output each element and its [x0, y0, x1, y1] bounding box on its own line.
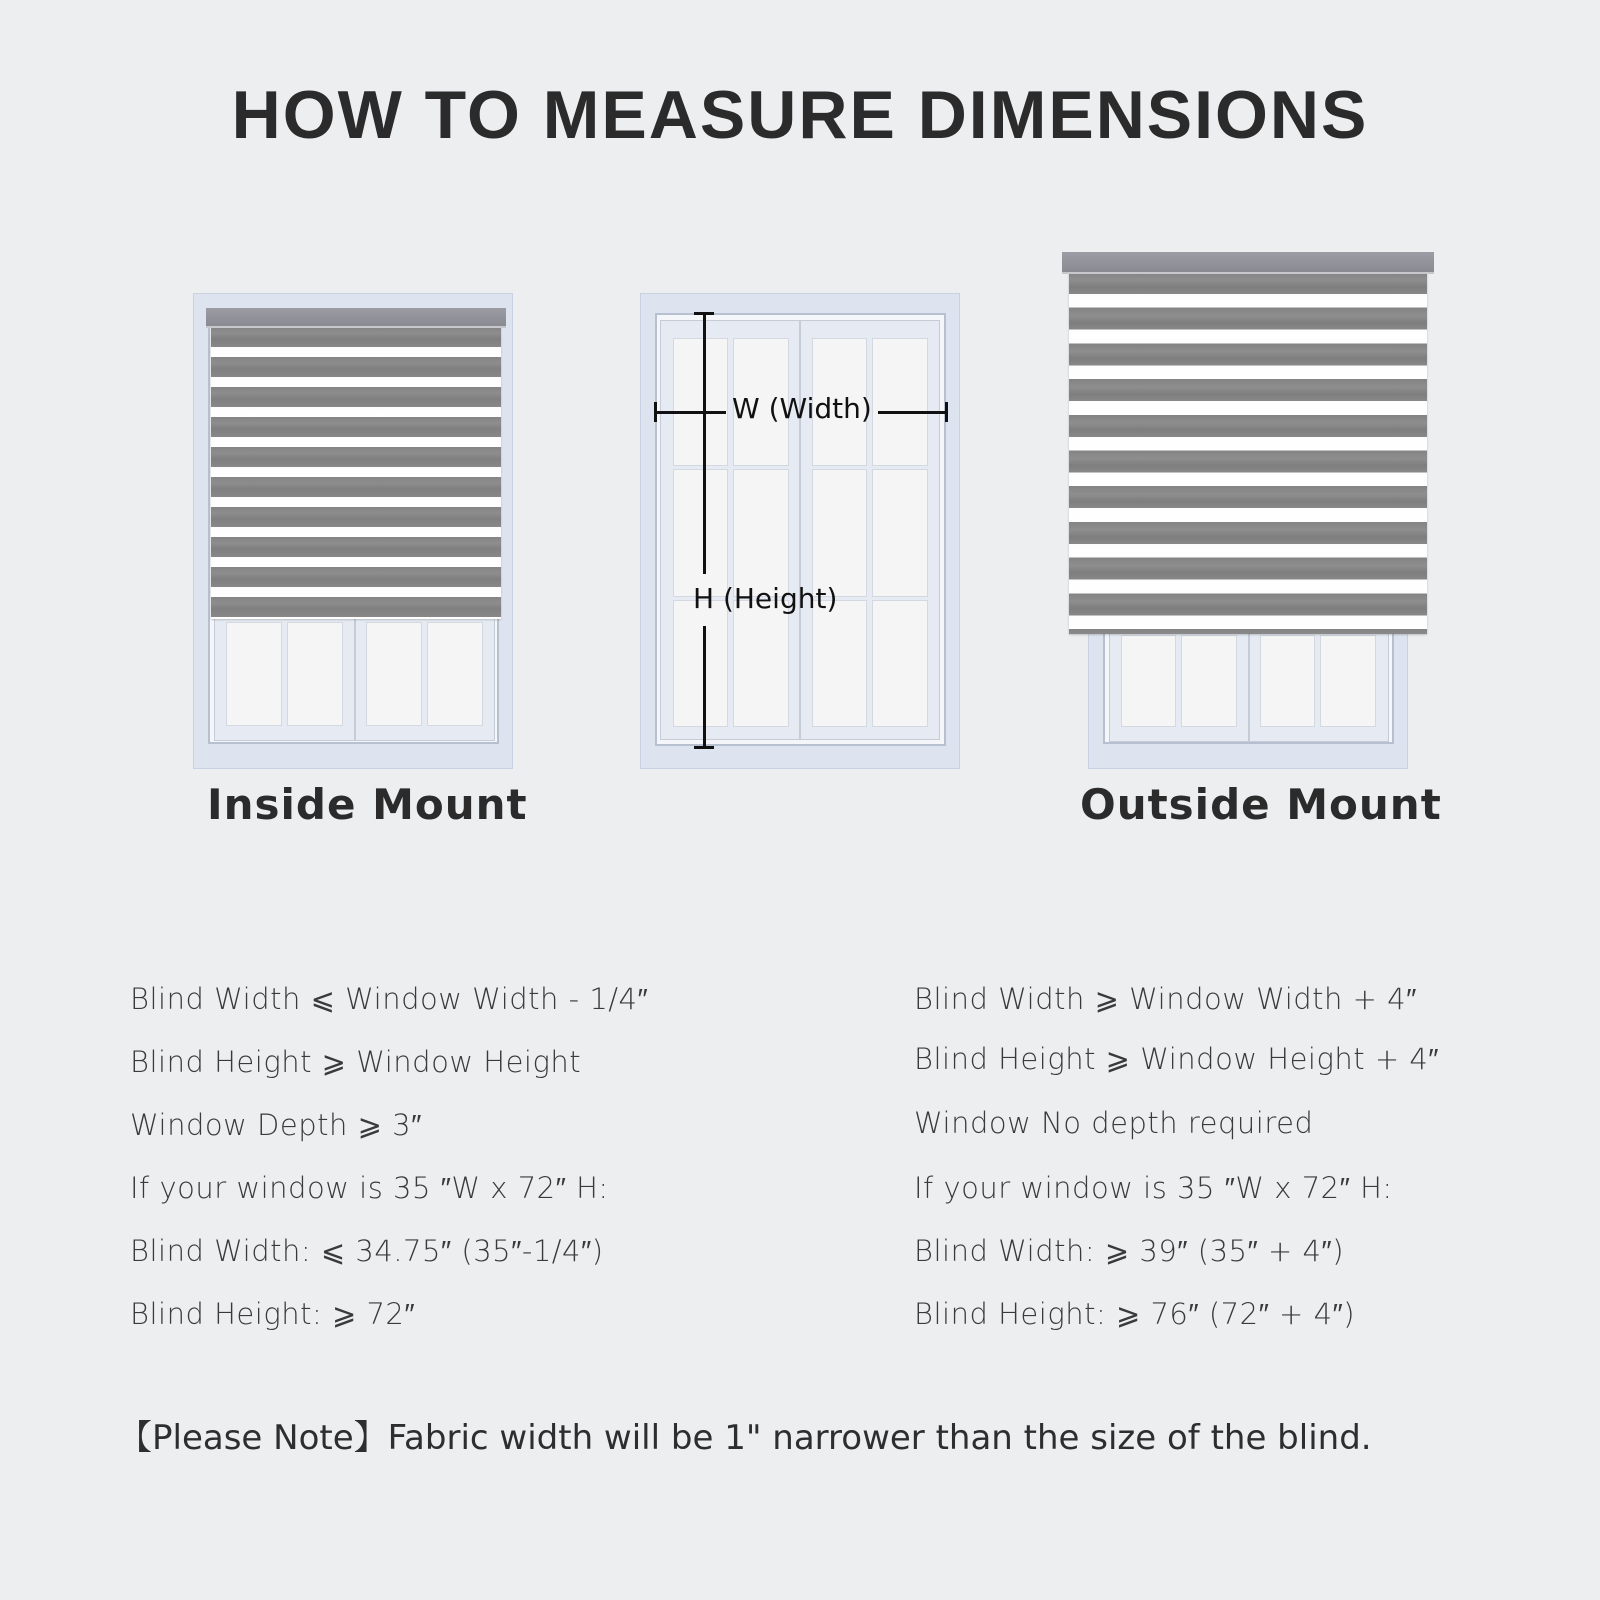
window-pane [872, 338, 928, 466]
rule-text: Blind Width ⩽ Window Width - 1/4″ [130, 982, 649, 1016]
height-arrow-end-bottom [694, 746, 714, 749]
window-pane [226, 622, 282, 726]
width-arrow-line-left [654, 411, 726, 414]
window-pane [812, 469, 867, 597]
rule-text: Window No depth required [914, 1106, 1314, 1140]
window-pane [673, 600, 728, 727]
width-arrow-end-right [945, 402, 948, 422]
rule-text: Blind Width: ⩽ 34.75″ (35″-1/4″) [130, 1234, 604, 1268]
window-pane [366, 622, 422, 726]
rule-text: Blind Width: ⩾ 39″ (35″ + 4″) [914, 1234, 1345, 1268]
rule-text: Blind Height ⩾ Window Height + 4″ [914, 1042, 1440, 1076]
rule-text: Blind Height: ⩾ 76″ (72″ + 4″) [914, 1297, 1356, 1331]
height-arrow-line-bottom [703, 626, 706, 748]
rule-text: Blind Width ⩾ Window Width + 4″ [914, 982, 1417, 1016]
inside-mount-caption: Inside Mount [207, 780, 528, 829]
zebra-blind [211, 327, 501, 619]
rule-text: Blind Height: ⩾ 72″ [130, 1297, 416, 1331]
window-pane [673, 469, 728, 597]
window-pane [673, 338, 728, 466]
height-label: H (Height) [693, 582, 838, 615]
zebra-blind [1069, 272, 1427, 634]
width-arrow-line-right [878, 411, 948, 414]
fabric-width-note: 【Please Note】Fabric width will be 1" narrower than the size of the blind. [118, 1418, 1372, 1458]
window-pane [872, 600, 928, 727]
window-pane [427, 622, 483, 726]
window-pane [1181, 635, 1237, 727]
height-arrow-line-top [703, 312, 706, 574]
blind-headrail [1062, 252, 1434, 274]
rule-text: Blind Height ⩾ Window Height [130, 1045, 582, 1079]
outside-mount-caption: Outside Mount [1080, 780, 1442, 829]
width-label: W (Width) [732, 392, 872, 425]
window-pane [1121, 635, 1176, 727]
window-pane [1320, 635, 1376, 727]
window-pane [812, 600, 867, 727]
window-pane [733, 469, 789, 597]
rule-text: If your window is 35 ″W x 72″ H: [914, 1171, 1393, 1205]
page-title: HOW TO MEASURE DIMENSIONS [231, 77, 1369, 153]
rule-text: If your window is 35 ″W x 72″ H: [130, 1171, 609, 1205]
window-pane [872, 469, 928, 597]
blind-headrail [206, 308, 506, 328]
window-pane [287, 622, 343, 726]
window-pane [1260, 635, 1315, 727]
rule-text: Window Depth ⩾ 3″ [130, 1108, 422, 1142]
window-pane [733, 600, 789, 727]
